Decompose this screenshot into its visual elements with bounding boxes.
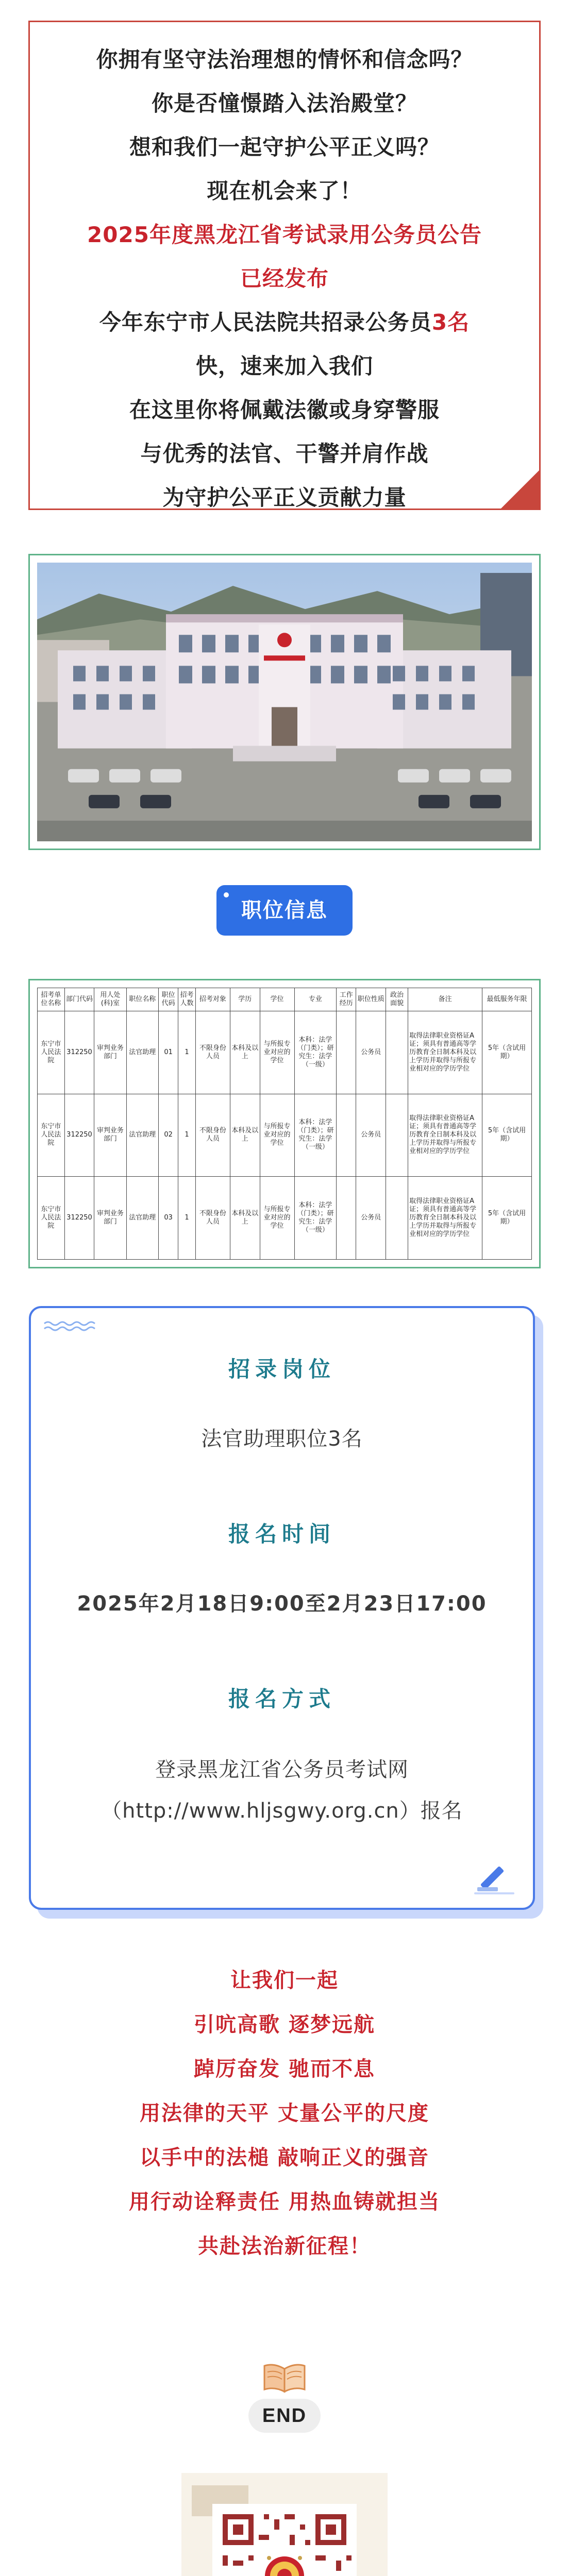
table-cell: 法官助理 [126,1011,158,1094]
table-header-cell: 招考人数 [178,988,196,1011]
recruit-count-number: 3名 [431,310,470,335]
table-cell: 审判业务部门 [94,1094,126,1177]
table-row [38,1094,532,1177]
intro-line: 想和我们一起守护公平正义吗？ [129,134,440,160]
post-text: 法官助理职位3名 [201,1427,363,1451]
table-cell: 01 [158,1011,178,1094]
table-cell: 公务员 [356,1094,386,1177]
table-header-cell: 备注 [408,988,482,1011]
table-cell [337,1094,356,1177]
intro-line: 你拥有坚守法治理想的情怀和信念吗？ [96,47,473,72]
table-header-cell: 部门代码 [64,988,94,1011]
table-cell: 不限身份人员 [195,1011,230,1094]
table-cell [386,1094,408,1177]
table-header-cell: 工作经历 [337,988,356,1011]
time-heading: 报名时间 [228,1521,336,1547]
position-info-label [216,885,353,936]
intro-line: 快，速来加入我们 [195,353,373,379]
announcement-title: 2025年度黑龙江省考试录用公务员公告 [87,222,482,247]
table-header-cell: 职位名称 [126,988,158,1011]
slogan-line: 引吭高歌 逐梦远航 [194,2013,375,2037]
method-text-line2: （http://www.hljsgwy.org.cn）报名 [101,1799,463,1823]
intro-line: 在这里你将佩戴法徽或身穿警服 [129,397,440,422]
slogan-line: 让我们一起 [230,1969,339,1992]
table-cell: 312250 [64,1094,94,1177]
table-header-cell: 招考单位名称 [38,988,65,1011]
open-book-icon [261,2360,308,2396]
wave-decoration-icon [43,1319,100,1332]
table-cell: 1 [178,1177,196,1260]
table-cell: 本科及以上 [230,1094,260,1177]
recruit-count-line [30,300,539,344]
table-cell [386,1177,408,1260]
table-cell: 1 [178,1011,196,1094]
slogan-line: 用行动诠释责任 用热血铸就担当 [129,2190,440,2214]
table-header-cell: 政治面貌 [386,988,408,1011]
table-header-cell: 学位 [260,988,294,1011]
table-cell: 取得法律职业资格证A证；须具有普通高等学历教育全日制本科及以上学历并取得与所报专业相对应的学历学位 [408,1011,482,1094]
recruitment-info-card [29,1306,535,1910]
label-dot-decoration [224,892,229,897]
method-heading: 报名方式 [228,1686,336,1711]
table-cell: 法官助理 [126,1177,158,1260]
table-cell: 02 [158,1094,178,1177]
table-cell: 1 [178,1094,196,1177]
table-cell: 不限身份人员 [195,1177,230,1260]
pen-decoration-icon [471,1861,517,1897]
table-cell: 审判业务部门 [94,1011,126,1094]
end-badge: END [248,2399,321,2433]
slogan-line: 共赴法治新征程！ [198,2234,371,2258]
position-table-frame [28,979,541,1268]
table-cell: 不限身份人员 [195,1094,230,1177]
table-header-cell: 专业 [294,988,337,1011]
table-cell: 5年（含试用期） [482,1177,532,1260]
table-cell: 取得法律职业资格证A证；须具有普通高等学历教育全日制本科及以上学历并取得与所报专业相对应的学历学位 [408,1177,482,1260]
table-cell: 312250 [64,1011,94,1094]
announcement-status: 已经发布 [240,266,329,291]
table-cell: 公务员 [356,1011,386,1094]
table-cell: 取得法律职业资格证A证；须具有普通高等学历教育全日制本科及以上学历并取得与所报专业相对应的学历学位 [408,1094,482,1177]
slogan-line: 踔厉奋发 驰而不息 [194,2057,375,2081]
table-cell [386,1011,408,1094]
position-info-text: 职位信息 [241,899,328,922]
recruit-count-text: 今年东宁市人民法院共招录公务员 [99,310,432,335]
table-cell: 东宁市人民法院 [38,1177,65,1260]
table-header-cell: 用人处(科)室 [94,988,126,1011]
intro-line: 现在机会来了！ [207,178,362,204]
position-table [37,988,532,1260]
table-cell: 本科及以上 [230,1177,260,1260]
table-cell: 本科：法学（门类）；研究生：法学（一级） [294,1094,337,1177]
table-header-cell: 职位代码 [158,988,178,1011]
court-building-photo [37,563,532,841]
table-cell [337,1177,356,1260]
intro-line: 与优秀的法官、干警并肩作战 [140,441,429,466]
table-cell: 312250 [64,1177,94,1260]
slogan-line: 以手中的法槌 敲响正义的强音 [140,2146,429,2170]
table-header-cell: 职位性质 [356,988,386,1011]
table-cell: 公务员 [356,1177,386,1260]
table-header-row [38,988,532,1011]
intro-box [28,21,541,510]
table-cell: 本科：法学（门类）；研究生：法学（一级） [294,1177,337,1260]
table-header-cell: 最低服务年限 [482,988,532,1011]
slogan-line: 用法律的天平 丈量公平的尺度 [140,2102,429,2125]
table-cell: 03 [158,1177,178,1260]
qr-code-image [181,2473,388,2576]
table-header-cell: 招考对象 [195,988,230,1011]
corner-fold-decoration [499,469,541,510]
table-cell: 本科：法学（门类）；研究生：法学（一级） [294,1011,337,1094]
table-cell: 审判业务部门 [94,1177,126,1260]
table-cell: 与所报专业对应的学位 [260,1177,294,1260]
table-row [38,1011,532,1094]
post-heading: 招录岗位 [228,1357,336,1382]
intro-lines [30,38,539,519]
table-cell: 与所报专业对应的学位 [260,1011,294,1094]
intro-line: 你是否憧憬踏入法治殿堂？ [151,91,417,116]
table-cell [337,1011,356,1094]
table-row [38,1177,532,1260]
table-cell: 东宁市人民法院 [38,1011,65,1094]
table-cell: 5年（含试用期） [482,1094,532,1177]
table-cell: 5年（含试用期） [482,1011,532,1094]
method-text-line1: 登录黑龙江省公务员考试网 [155,1758,409,1782]
table-cell: 与所报专业对应的学位 [260,1094,294,1177]
time-text: 2025年2月18日9:00至2月23日17:00 [77,1592,487,1616]
intro-line: 为守护公平正义贡献力量 [162,485,407,510]
table-cell: 本科及以上 [230,1011,260,1094]
court-photo-frame [28,554,541,850]
qr-code-panel [181,2473,388,2576]
table-cell: 东宁市人民法院 [38,1094,65,1177]
table-cell: 法官助理 [126,1094,158,1177]
table-header-cell: 学历 [230,988,260,1011]
